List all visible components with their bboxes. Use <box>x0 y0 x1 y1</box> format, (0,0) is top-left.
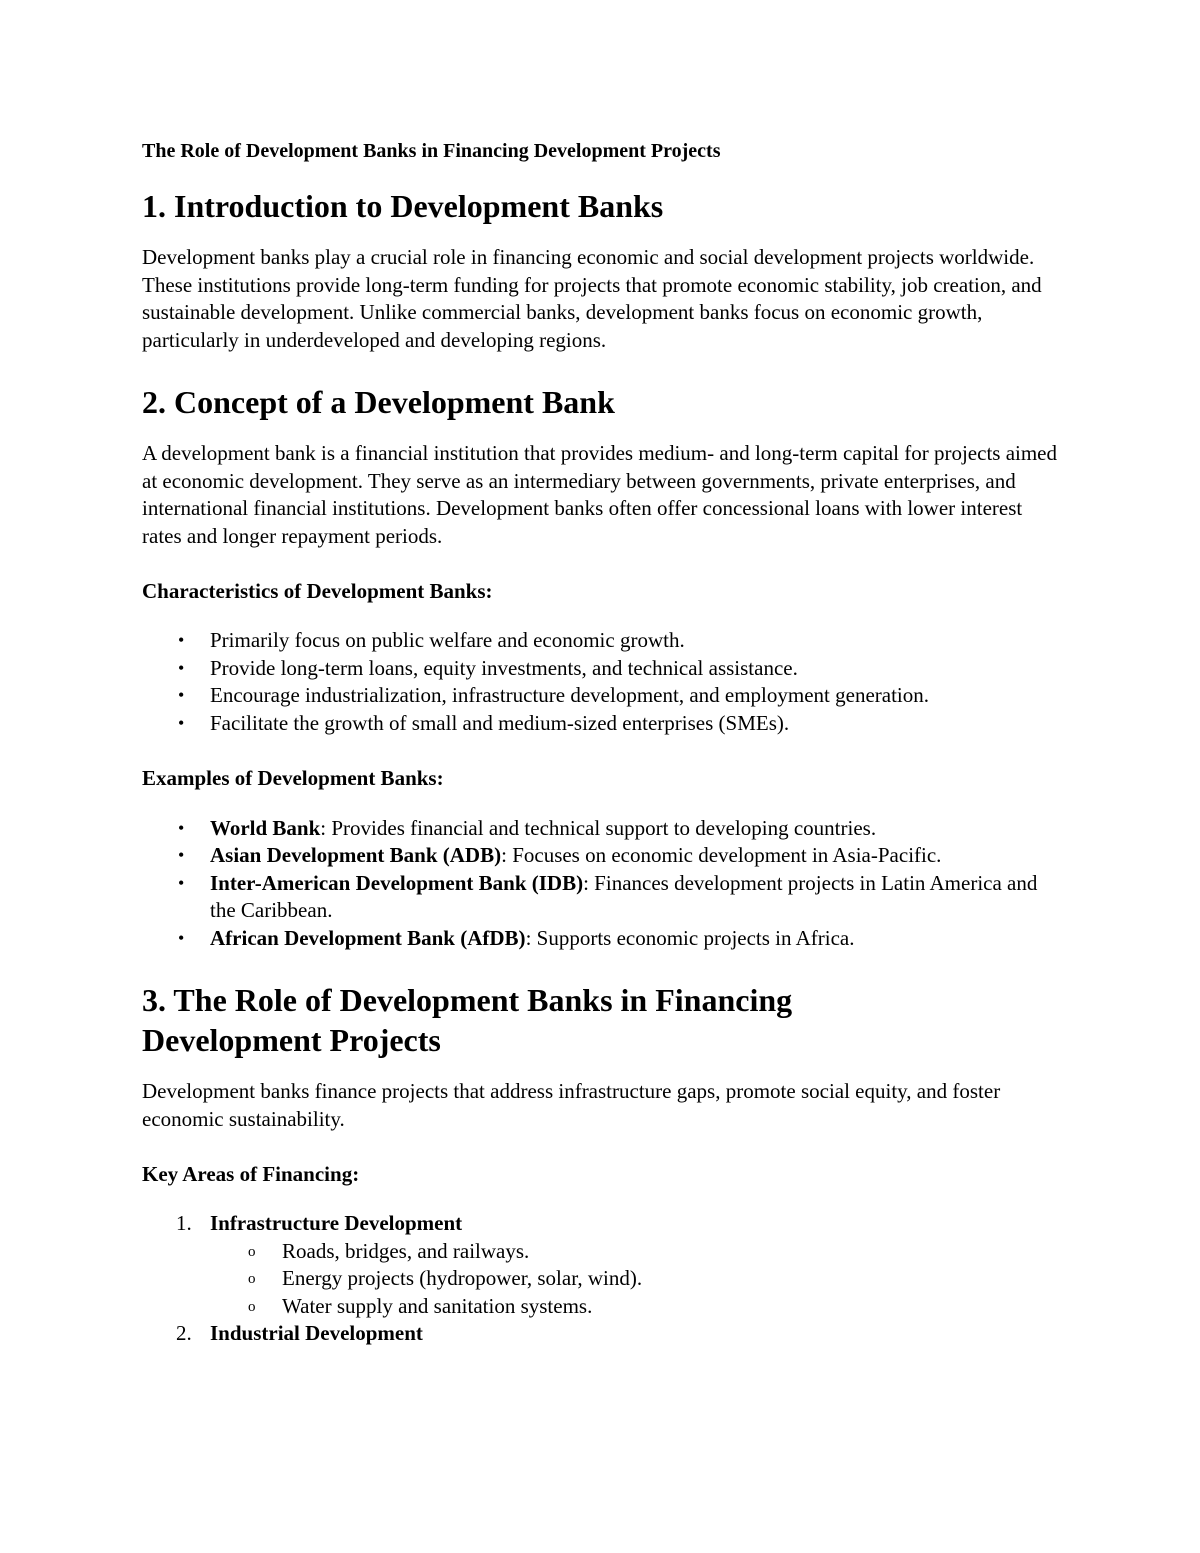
list-item-text: Provide long-term loans, equity investments, and technical assistance. <box>210 655 798 680</box>
examples-heading: Examples of Development Banks: <box>142 766 444 791</box>
bank-description: : Finances development projects in Latin America and the Caribbean. <box>210 870 1038 923</box>
bank-name: Asian Development Bank (ADB) <box>210 843 502 868</box>
list-item <box>142 870 1057 925</box>
bank-name: Inter-American Development Bank (IDB) <box>210 870 584 895</box>
bullet-icon: • <box>178 685 185 706</box>
list-item-text: Primarily focus on public welfare and economic growth. <box>210 628 685 653</box>
bank-description: : Supports economic projects in Africa. <box>525 925 855 950</box>
bank-description: : Provides financial and technical support to developing countries. <box>320 815 877 840</box>
sub-list-item <box>210 1238 1057 1266</box>
key-area-title: Industrial Development <box>210 1321 423 1346</box>
list-item-text: Encourage industrialization, infrastructure development, and employment generation. <box>210 683 930 708</box>
bullet-icon: • <box>178 927 185 948</box>
list-item <box>142 655 1057 683</box>
document-page <box>142 138 1057 1348</box>
document-title: The Role of Development Banks in Financing Development Projects <box>142 140 721 162</box>
list-item <box>142 1210 1057 1320</box>
bullet-icon: • <box>178 845 185 866</box>
sub-list-item-text: Water supply and sanitation systems. <box>282 1293 593 1318</box>
bullet-icon: • <box>178 712 185 733</box>
section-3-paragraph: Development banks finance projects that address infrastructure gaps, promote social equity, and foster economic sustainability. <box>142 1079 1001 1131</box>
sub-list-item <box>210 1265 1057 1293</box>
sub-list-item-text: Energy projects (hydropower, solar, wind). <box>282 1266 643 1291</box>
section-1-heading: 1. Introduction to Development Banks <box>142 188 664 224</box>
bank-description: : Focuses on economic development in Asia-Pacific. <box>501 843 942 868</box>
circle-bullet-icon: o <box>248 1298 256 1315</box>
list-item <box>142 925 1057 953</box>
list-item <box>142 815 1057 843</box>
circle-bullet-icon: o <box>248 1271 256 1288</box>
section-1-paragraph: Development banks play a crucial role in financing economic and social development projects worldwide. These institutions provide long-term funding for projects that promote economic stability, job creation, and sustainable development. Unlike commercial banks, development banks focus on economic growth, particularly in underdeveloped and developing regions. <box>142 245 1042 352</box>
bank-name: African Development Bank (AfDB) <box>210 925 526 950</box>
list-item <box>142 627 1057 655</box>
section-2-heading: 2. Concept of a Development Bank <box>142 384 615 420</box>
list-item <box>142 842 1057 870</box>
examples-list <box>142 815 1057 953</box>
list-number: 2. <box>176 1321 192 1346</box>
list-item <box>142 682 1057 710</box>
characteristics-heading: Characteristics of Development Banks: <box>142 579 493 603</box>
circle-bullet-icon: o <box>248 1243 256 1260</box>
section-3-heading: 3. The Role of Development Banks in Financing Development Projects <box>142 982 793 1059</box>
bullet-icon: • <box>178 872 185 893</box>
key-areas-list <box>142 1210 1057 1348</box>
key-area-title: Infrastructure Development <box>210 1211 463 1236</box>
bullet-icon: • <box>178 817 185 838</box>
sub-list-item-text: Roads, bridges, and railways. <box>282 1238 530 1263</box>
sub-list <box>210 1238 1057 1321</box>
sub-list-item <box>210 1293 1057 1321</box>
list-item <box>142 710 1057 738</box>
bullet-icon: • <box>178 657 185 678</box>
section-2-paragraph: A development bank is a financial institution that provides medium- and long-term capital for projects aimed at economic development. They serve as an intermediary between governments, private enterprises, and international financial institutions. Development banks often offer concessional loans with lower interest rates and longer repayment periods. <box>142 441 1058 548</box>
list-item <box>142 1320 1057 1348</box>
bank-name: World Bank <box>210 815 321 840</box>
bullet-icon: • <box>178 630 185 651</box>
list-number: 1. <box>176 1211 192 1236</box>
key-areas-heading: Key Areas of Financing: <box>142 1162 360 1187</box>
list-item-text: Facilitate the growth of small and medium-sized enterprises (SMEs). <box>210 710 790 735</box>
characteristics-list <box>142 627 1057 737</box>
